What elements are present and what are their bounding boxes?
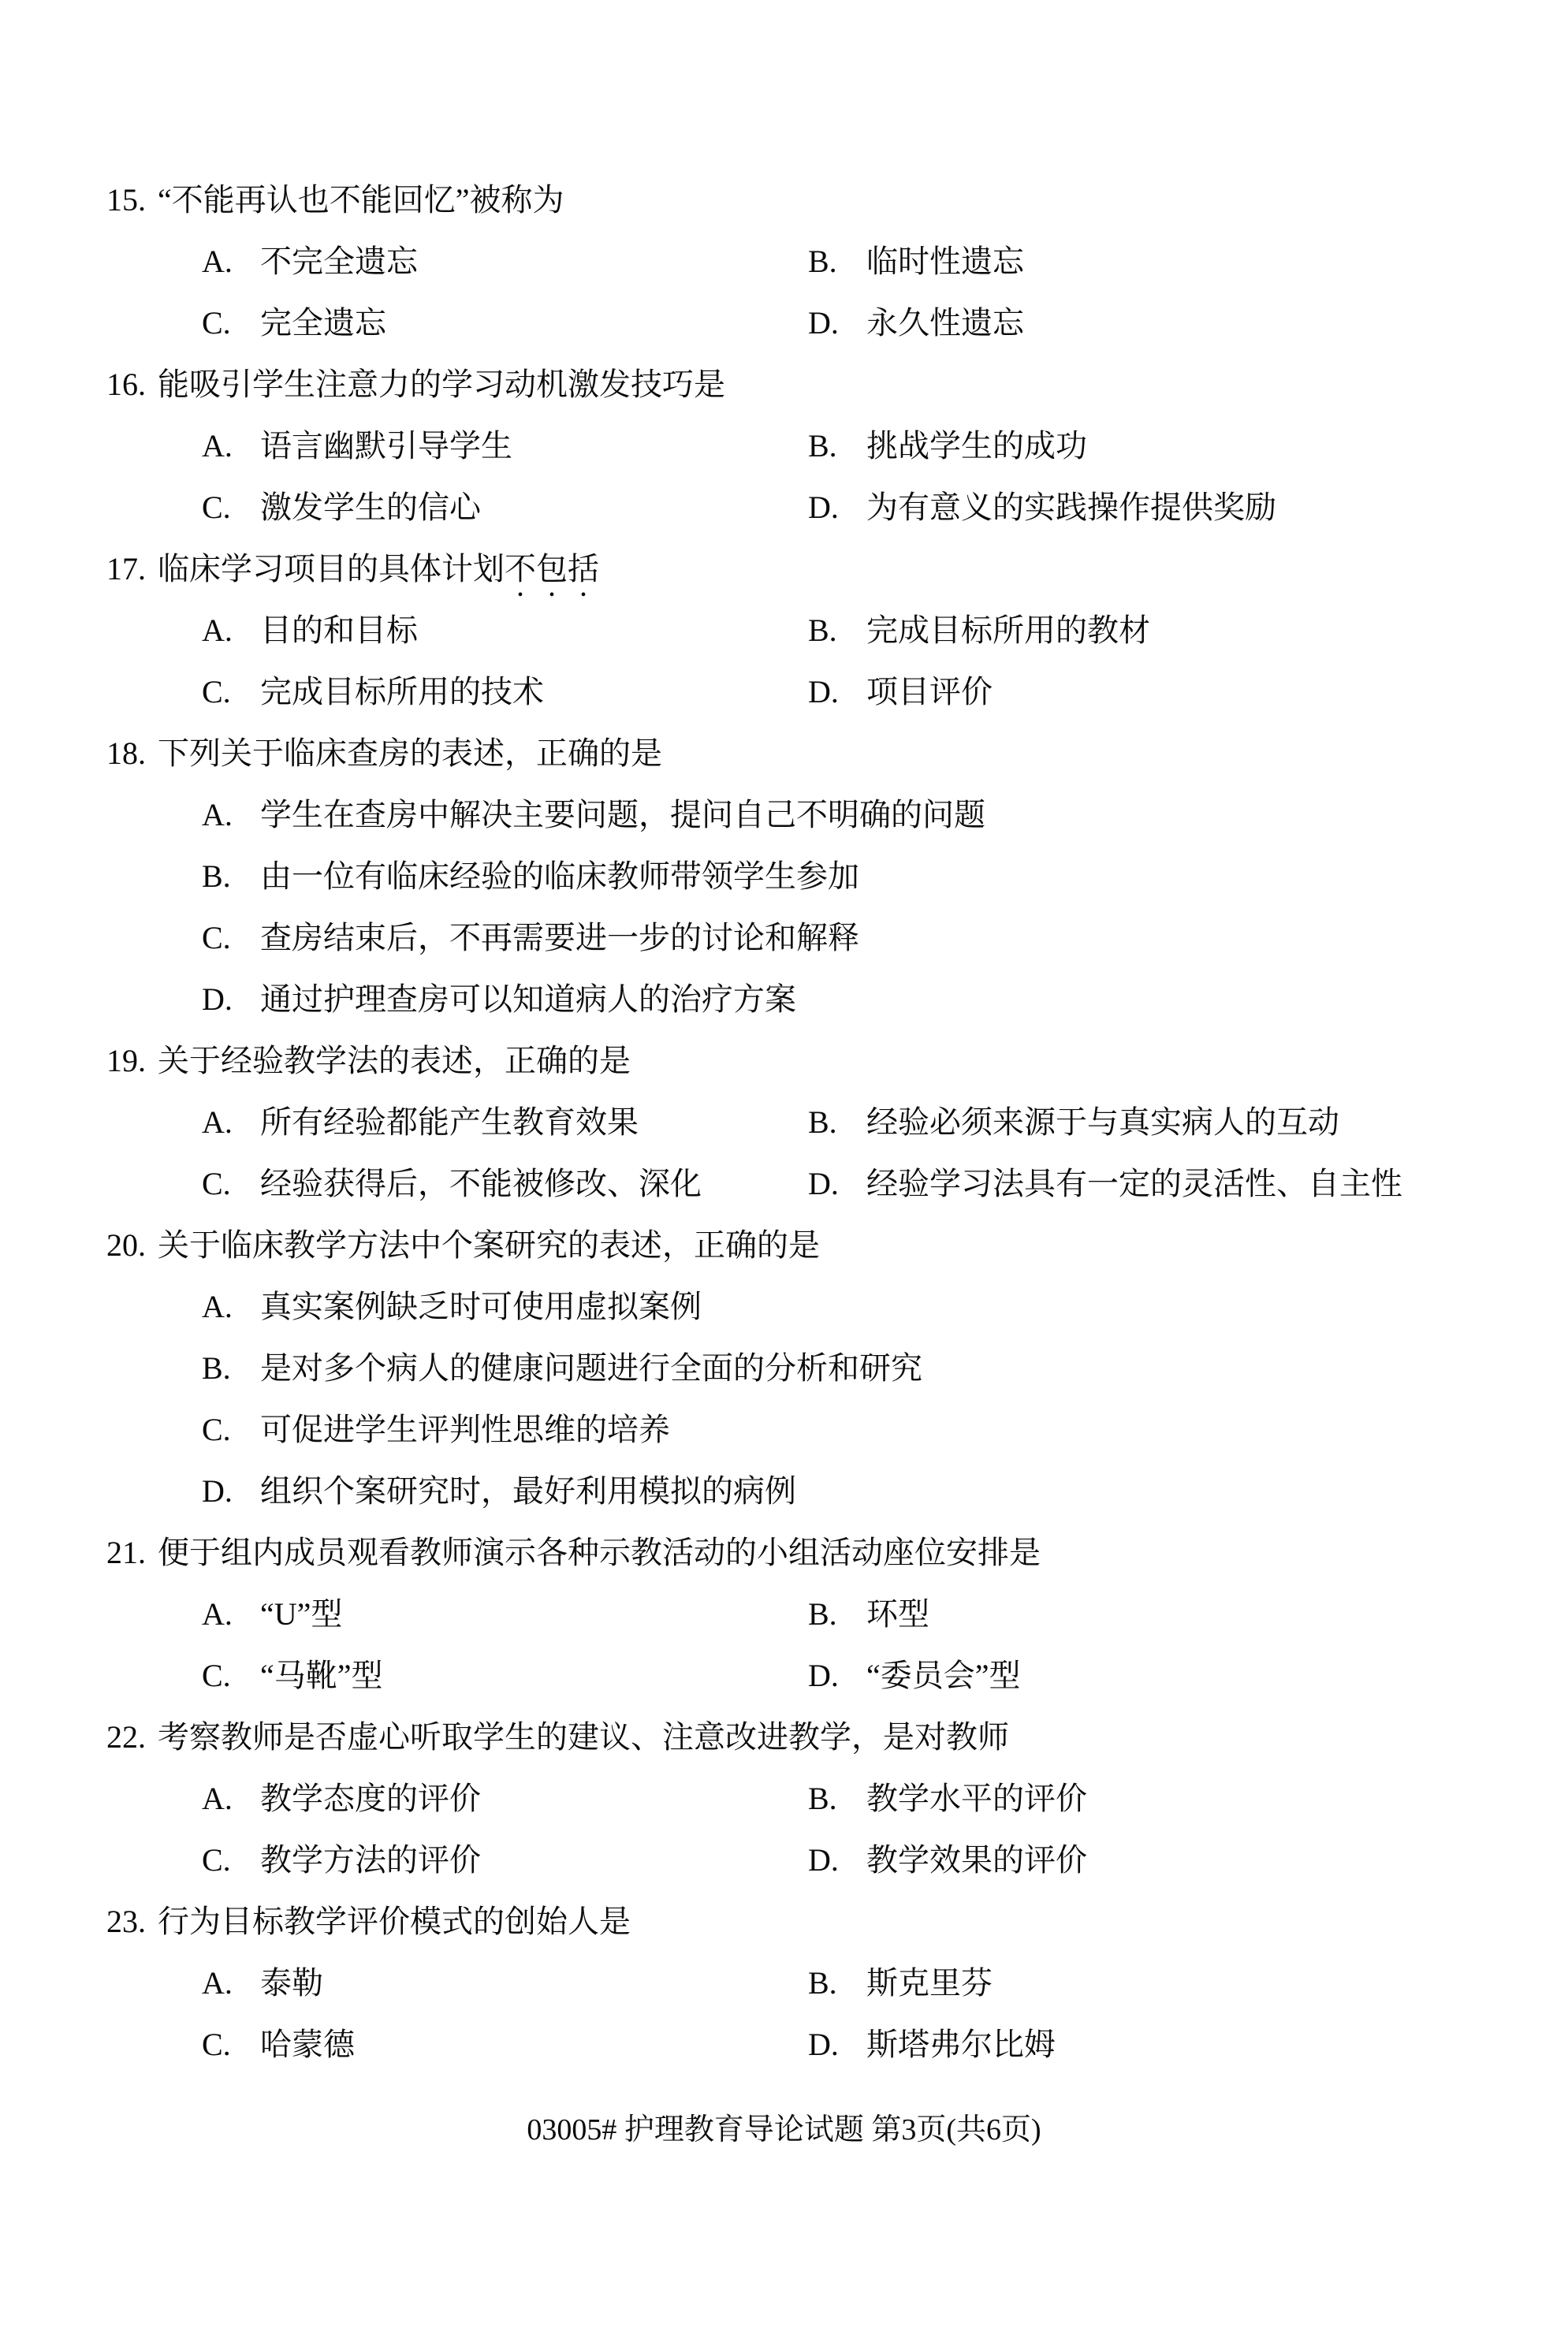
question-number: 19.: [106, 1043, 146, 1078]
options-row: [0, 415, 1568, 477]
options-row: [0, 1953, 1568, 2014]
question-stem: [0, 1891, 1568, 1953]
options-row: [0, 1584, 1568, 1645]
option-b: [202, 846, 859, 907]
option-text: 所有经验都能产生教育效果: [260, 1104, 639, 1140]
option-a: [202, 600, 418, 661]
options-row: [0, 1338, 1568, 1399]
option-label: C.: [202, 305, 231, 341]
question-stem: [0, 1215, 1568, 1276]
option-text: 完成目标所用的技术: [260, 674, 544, 709]
option-label: B.: [808, 1104, 837, 1140]
question-number: 16.: [106, 367, 146, 402]
option-label: B.: [202, 1350, 231, 1386]
option-label: A.: [202, 1289, 233, 1324]
option-label: D.: [808, 1658, 839, 1693]
option-label: B.: [202, 858, 231, 894]
option-label: B.: [808, 1781, 837, 1816]
options-row: [0, 661, 1568, 723]
option-label: C.: [202, 1412, 231, 1447]
option-text: 是对多个病人的健康问题进行全面的分析和研究: [260, 1350, 922, 1386]
option-label: C.: [202, 490, 231, 525]
option-text: 激发学生的信心: [260, 490, 481, 525]
question-number: 17.: [106, 551, 146, 586]
option-label: C.: [202, 1842, 231, 1878]
options-row: [0, 846, 1568, 907]
question-16: [0, 354, 1568, 538]
option-d: [808, 292, 1024, 354]
option-text: 教学效果的评价: [866, 1842, 1087, 1878]
question-number: 22.: [106, 1719, 146, 1755]
option-label: B.: [808, 612, 837, 648]
option-text: 不完全遗忘: [260, 244, 418, 279]
options-row: [0, 2014, 1568, 2076]
option-d: [808, 1645, 1021, 1707]
option-text: 组织个案研究时，最好利用模拟的病例: [260, 1473, 796, 1509]
option-c: [202, 2014, 355, 2076]
option-b: [808, 1584, 929, 1645]
option-label: D.: [808, 490, 839, 525]
option-text: 由一位有临床经验的临床教师带领学生参加: [260, 858, 859, 894]
option-label: B.: [808, 1965, 837, 2001]
option-a: [202, 1768, 481, 1830]
option-d: [202, 969, 796, 1030]
option-c: [202, 1830, 481, 1891]
option-a: [202, 231, 418, 292]
option-text: 临时性遗忘: [866, 244, 1024, 279]
option-c: [202, 1153, 702, 1215]
option-label: A.: [202, 797, 233, 832]
option-a: [202, 1953, 323, 2014]
option-a: [202, 1276, 702, 1338]
option-text: 通过护理查房可以知道病人的治疗方案: [260, 981, 796, 1017]
option-c: [202, 292, 386, 354]
question-number: 21.: [106, 1535, 146, 1570]
option-c: [202, 661, 544, 723]
options-row: [0, 231, 1568, 292]
question-text: 关于经验教学法的表述，正确的是: [158, 1043, 631, 1078]
option-label: D.: [808, 1166, 839, 1201]
option-text: 经验必须来源于与真实病人的互动: [866, 1104, 1339, 1140]
question-text: 考察教师是否虚心听取学生的建议、注意改进教学，是对教师: [158, 1719, 1009, 1755]
option-text: 教学水平的评价: [866, 1781, 1087, 1816]
option-label: C.: [202, 2027, 231, 2062]
option-text: “委员会”型: [866, 1658, 1021, 1693]
option-label: C.: [202, 1658, 231, 1693]
question-stem: [0, 538, 1568, 600]
options-row: [0, 292, 1568, 354]
option-c: [202, 1645, 383, 1707]
option-b: [808, 1768, 1087, 1830]
option-c: [202, 1399, 670, 1461]
page-footer: 03005# 护理教育导论试题 第3页(共6页): [527, 2113, 1041, 2146]
question-text-emphasized: 不包括: [505, 551, 599, 586]
option-text: 语言幽默引导学生: [260, 428, 512, 464]
option-label: A.: [202, 612, 233, 648]
option-d: [808, 2014, 1056, 2076]
options-row: [0, 477, 1568, 538]
question-17: [0, 538, 1568, 723]
question-20: [0, 1215, 1568, 1522]
option-b: [808, 1092, 1339, 1153]
option-text: 可促进学生评判性思维的培养: [260, 1412, 670, 1447]
question-number: 15.: [106, 182, 146, 218]
question-text-plain: 临床学习项目的具体计划: [158, 551, 505, 586]
option-text: 永久性遗忘: [866, 305, 1024, 341]
option-label: D.: [808, 674, 839, 709]
option-text: “马靴”型: [260, 1658, 383, 1693]
option-d: [808, 1830, 1087, 1891]
option-text: 为有意义的实践操作提供奖励: [866, 490, 1276, 525]
question-text: 下列关于临床查房的表述，正确的是: [158, 735, 662, 771]
question-stem: [0, 1030, 1568, 1092]
option-b: [808, 231, 1024, 292]
option-label: A.: [202, 1596, 233, 1632]
option-text: 斯克里芬: [866, 1965, 993, 2001]
option-label: B.: [808, 428, 837, 464]
option-label: D.: [202, 1473, 233, 1509]
option-a: [202, 784, 985, 846]
option-text: 查房结束后，不再需要进一步的讨论和解释: [260, 920, 859, 955]
question-stem: [0, 1707, 1568, 1768]
option-text: 项目评价: [866, 674, 993, 709]
option-text: 泰勒: [260, 1965, 323, 2001]
option-text: 教学态度的评价: [260, 1781, 481, 1816]
option-label: A.: [202, 1965, 233, 2001]
question-21: [0, 1522, 1568, 1707]
options-row: [0, 1399, 1568, 1461]
option-text: 学生在查房中解决主要问题，提问自己不明确的问题: [260, 797, 985, 832]
option-text: 完成目标所用的教材: [866, 612, 1150, 648]
options-row: [0, 1153, 1568, 1215]
question-text: 行为目标教学评价模式的创始人是: [158, 1904, 631, 1939]
options-row: [0, 1768, 1568, 1830]
option-text: 环型: [866, 1596, 929, 1632]
option-label: C.: [202, 674, 231, 709]
question-number: 23.: [106, 1904, 146, 1939]
option-text: “U”型: [260, 1596, 343, 1632]
option-text: 经验学习法具有一定的灵活性、自主性: [866, 1166, 1402, 1201]
question-text: 关于临床教学方法中个案研究的表述，正确的是: [158, 1227, 820, 1263]
option-text: 完全遗忘: [260, 305, 386, 341]
options-row: [0, 1830, 1568, 1891]
option-b: [808, 600, 1150, 661]
option-d: [202, 1461, 796, 1522]
options-row: [0, 907, 1568, 969]
option-c: [202, 477, 481, 538]
question-text: [158, 538, 599, 600]
options-row: [0, 1645, 1568, 1707]
option-label: A.: [202, 244, 233, 279]
question-stem: [0, 354, 1568, 415]
question-18: [0, 723, 1568, 1030]
question-23: [0, 1891, 1568, 2076]
question-stem: [0, 1522, 1568, 1584]
option-label: D.: [202, 981, 233, 1017]
option-label: D.: [808, 2027, 839, 2062]
question-text: 便于组内成员观看教师演示各种示教活动的小组活动座位安排是: [158, 1535, 1041, 1570]
option-label: A.: [202, 1104, 233, 1140]
option-label: B.: [808, 1596, 837, 1632]
option-label: D.: [808, 305, 839, 341]
option-text: 目的和目标: [260, 612, 418, 648]
options-row: [0, 1276, 1568, 1338]
question-text: “不能再认也不能回忆”被称为: [158, 182, 564, 218]
question-text: 能吸引学生注意力的学习动机激发技巧是: [158, 367, 725, 402]
option-d: [808, 661, 993, 723]
option-a: [202, 1092, 639, 1153]
option-text: 挑战学生的成功: [866, 428, 1087, 464]
option-a: [202, 415, 512, 477]
option-text: 哈蒙德: [260, 2027, 355, 2062]
option-text: 真实案例缺乏时可使用虚拟案例: [260, 1289, 702, 1324]
question-stem: [0, 723, 1568, 784]
exam-page-content: [0, 169, 1568, 2076]
options-row: [0, 1092, 1568, 1153]
option-label: B.: [808, 244, 837, 279]
options-row: [0, 784, 1568, 846]
question-15: [0, 169, 1568, 354]
option-label: D.: [808, 1842, 839, 1878]
question-22: [0, 1707, 1568, 1891]
question-19: [0, 1030, 1568, 1215]
question-stem: [0, 169, 1568, 231]
option-c: [202, 907, 859, 969]
question-number: 18.: [106, 735, 146, 771]
options-row: [0, 600, 1568, 661]
options-row: [0, 969, 1568, 1030]
option-b: [808, 415, 1087, 477]
option-d: [808, 477, 1276, 538]
option-text: 经验获得后，不能被修改、深化: [260, 1166, 702, 1201]
option-label: C.: [202, 920, 231, 955]
option-text: 教学方法的评价: [260, 1842, 481, 1878]
option-a: [202, 1584, 342, 1645]
question-number: 20.: [106, 1227, 146, 1263]
option-d: [808, 1153, 1402, 1215]
option-label: C.: [202, 1166, 231, 1201]
option-text: 斯塔弗尔比姆: [866, 2027, 1056, 2062]
option-b: [202, 1338, 922, 1399]
options-row: [0, 1461, 1568, 1522]
option-label: A.: [202, 428, 233, 464]
option-b: [808, 1953, 993, 2014]
option-label: A.: [202, 1781, 233, 1816]
